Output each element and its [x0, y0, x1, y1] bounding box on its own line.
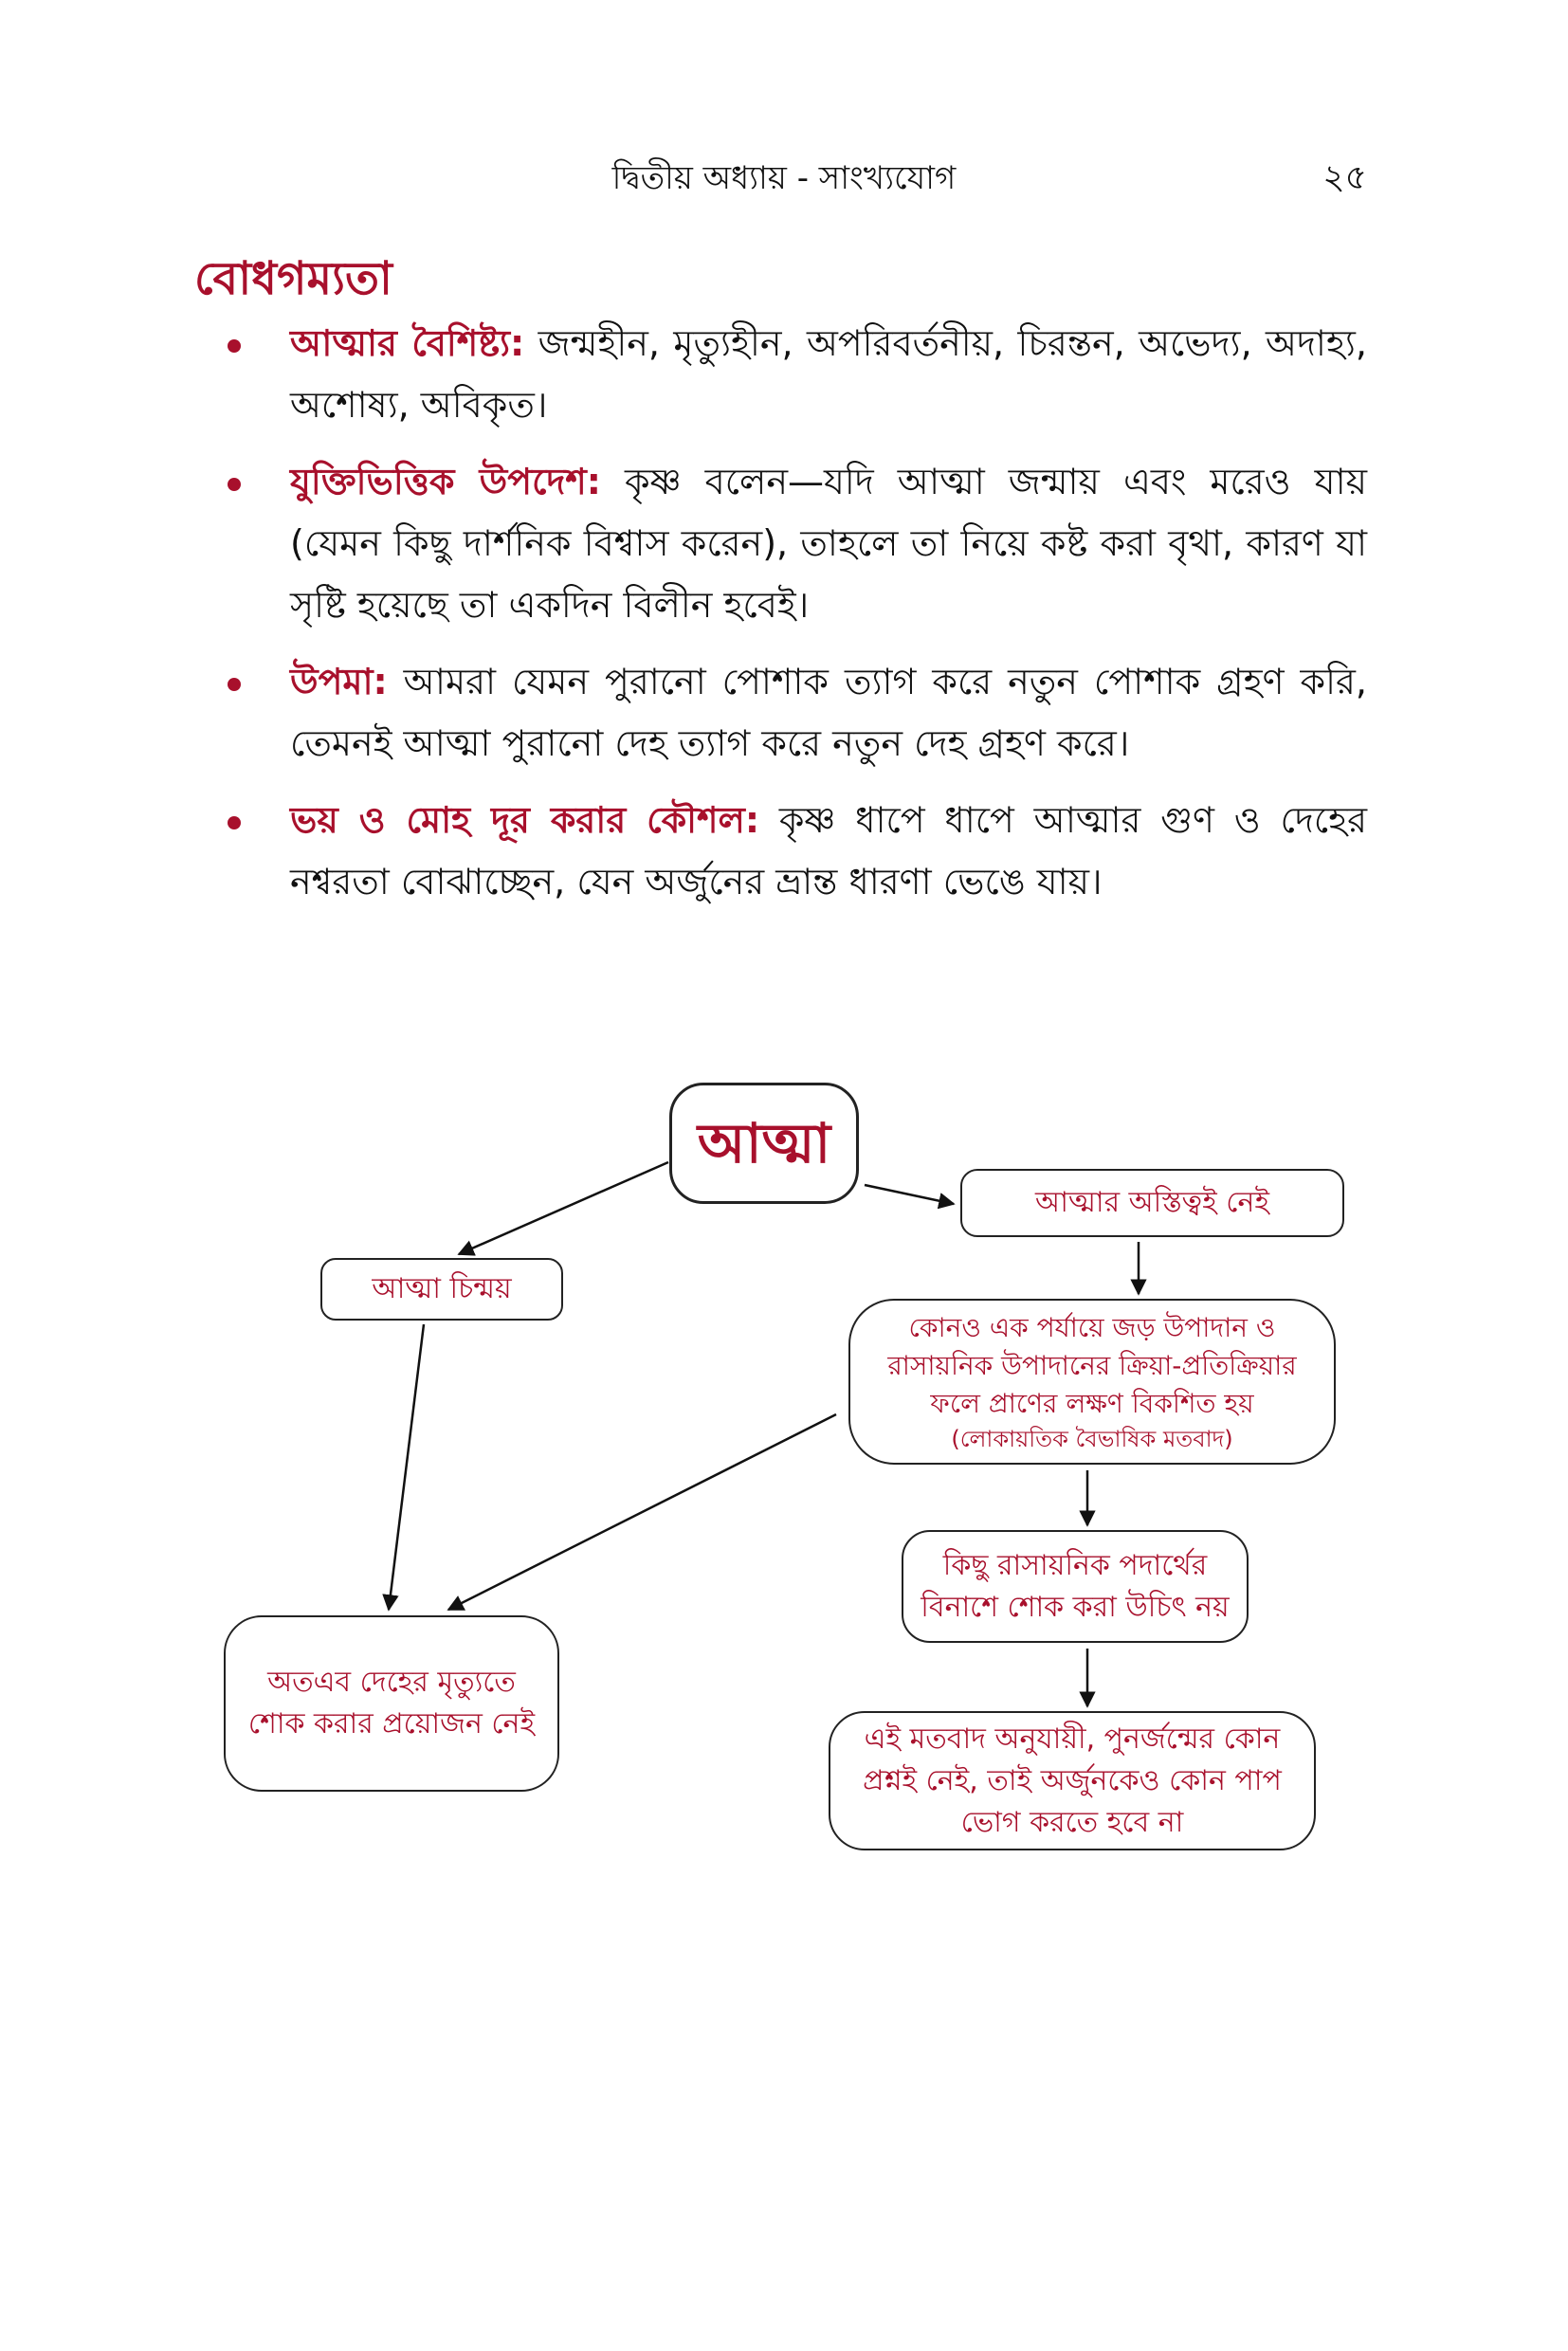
bullet-analogy [199, 651, 1367, 775]
node-no-soul-label: আত্মার অস্তিত্বই নেই [1035, 1186, 1269, 1219]
node-lokayata-main: কোনও এক পর্যায়ে জড় উপাদান ও রাসায়নিক উপাদানের ক্রিয়া-প্রতিক্রিয়ার ফলে প্রাণের লক্ষণ বিকশিত হয় [887, 1311, 1297, 1419]
node-soul-label: আত্মা [697, 1111, 831, 1176]
section-heading: বোধগম্যতা [194, 252, 392, 305]
arrow-lokayata-to-no-grief [448, 1414, 836, 1610]
node-no-soul [960, 1169, 1344, 1237]
node-no-rebirth [829, 1711, 1316, 1850]
running-title: দ্বিতীয় অধ্যায় - সাংখ্যযোগ [611, 159, 957, 197]
bullet-label: আত্মার বৈশিষ্ট্য: [290, 322, 525, 364]
node-chemical [902, 1530, 1249, 1643]
node-no-grief-label: অতএব দেহের মৃত্যুতে শোক করার প্রয়োজন নেই [247, 1666, 536, 1740]
bullet-text: কৃষ্ণ ধাপে ধাপে আত্মার গুণ ও দেহের নশ্বরতা বোঝাচ্ছেন, যেন অর্জুনের ভ্রান্ত ধারণা ভেঙে যায়। [290, 799, 1367, 902]
node-lokayata-view [848, 1299, 1336, 1465]
arrow-chinmoy-to-no-grief [389, 1324, 424, 1610]
bullet-soul-traits [199, 313, 1367, 436]
bullet-dot-icon [228, 816, 241, 829]
node-chemical-label: কিছু রাসায়নিক পদার্থের বিনাশে শোক করা উচিৎ নয় [921, 1548, 1230, 1624]
bullet-text: কৃষ্ণ বলেন—যদি আত্মা জন্মায় এবং মরেও যায় (যেমন কিছু দার্শনিক বিশ্বাস করেন), তাহলে তা নিয়ে কষ্ট করা বৃথা, কারণ যা সৃষ্টি হয়েছে তা একদিন বিলীন হবেই। [290, 461, 1367, 626]
node-no-grief [224, 1615, 559, 1792]
bullet-reasoned-advice [199, 451, 1367, 636]
node-lokayata-note: (লোকায়তিক বৈভাষিক মতবাদ) [951, 1425, 1233, 1452]
bullet-text: আমরা যেমন পুরানো পোশাক ত্যাগ করে নতুন পোশাক গ্রহণ করি, তেমনই আত্মা পুরানো দেহ ত্যাগ করে নতুন দেহ গ্রহণ করে। [290, 661, 1367, 764]
bullet-dot-icon [228, 339, 241, 353]
node-soul [669, 1083, 859, 1204]
page-number: ২৫ [1322, 158, 1367, 197]
arrow-root-to-chinmoy [459, 1162, 668, 1254]
bullet-label: উপমা: [290, 661, 388, 702]
bullet-text: জন্মহীন, মৃত্যুহীন, অপরিবর্তনীয়, চিরন্তন, অভেদ্য, অদাহ্য, অশোষ্য, অবিকৃত। [290, 322, 1367, 426]
bullet-label: যুক্তিভিত্তিক উপদেশ: [290, 461, 601, 502]
bullet-technique [199, 790, 1367, 913]
bullet-dot-icon [228, 478, 241, 491]
bullet-label: ভয় ও মোহ দূর করার কৌশল: [290, 799, 760, 841]
arrow-root-to-no-soul [865, 1185, 954, 1204]
node-soul-spiritual-label: আত্মা চিন্ময় [372, 1272, 512, 1305]
node-soul-spiritual [320, 1258, 563, 1321]
bullet-dot-icon [228, 678, 241, 691]
node-no-rebirth-label: এই মতবাদ অনুযায়ী, পুনর্জন্মের কোন প্রশ্নই নেই, তাই অর্জুনকেও কোন পাপ ভোগ করতে হবে না [863, 1722, 1282, 1839]
bullet-list [199, 313, 1367, 928]
